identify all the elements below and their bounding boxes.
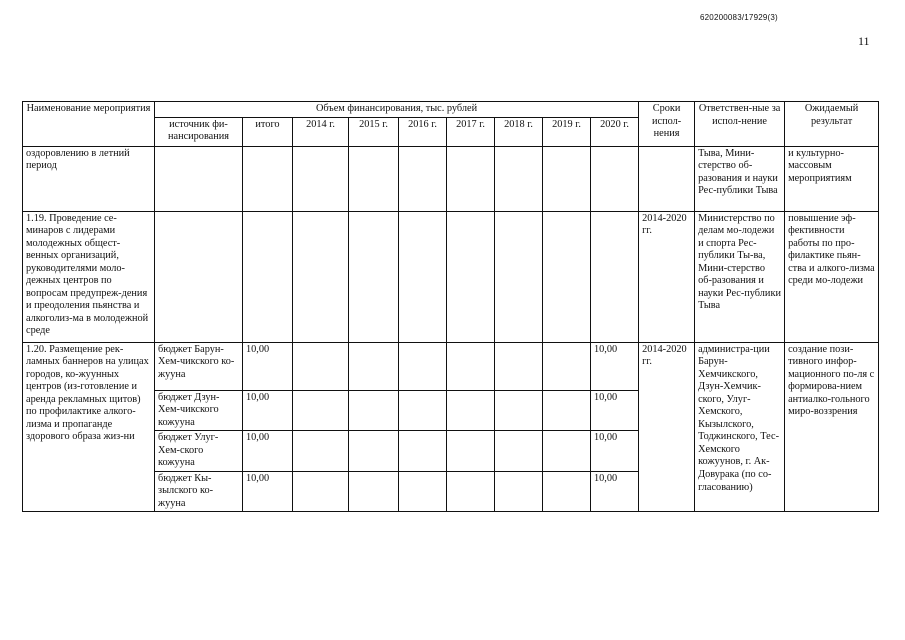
header-year-2017: 2017 г. — [447, 117, 495, 146]
header-deadline: Сроки испол-нения — [639, 102, 695, 147]
activity-deadline: 2014-2020 гг. — [639, 342, 695, 512]
funding-2020: 10,00 — [591, 431, 639, 472]
header-name: Наименование мероприятия — [23, 102, 155, 147]
header-year-2014: 2014 г. — [293, 117, 349, 146]
header-source: источник фи-нансирования — [155, 117, 243, 146]
header-total: итого — [243, 117, 293, 146]
funding-source: бюджет Барун-Хем-чикского ко-жууна — [155, 342, 243, 390]
activity-result: создание пози-тивного инфор-мационного по-ля с формирова-нием антиалко-гольного миро-воззрения — [785, 342, 879, 512]
activity-responsible: Министерство по делам мо-лодежи и спорта Рес-публики Ты-ва, Мини-стерство об-разования и науки Рес-публики Тыва — [695, 211, 785, 342]
activity-name: 1.20. Размещение рек-ламных баннеров на улицах городов, ко-жуунных центров (из-готовление и аренда рекламных щитов) по профилактике алкого-лизма и пропаганде здорового образа жиз-ни — [23, 342, 155, 512]
header-year-2018: 2018 г. — [495, 117, 543, 146]
header-year-2016: 2016 г. — [399, 117, 447, 146]
activity-name: 1.19. Проведение се-минаров с лидерами молодежных общест-венных организаций, руководителями моло-дежных центров по вопросам предупреж-дения и преодоления пьянства и алкоголиз-ма в молодежной среде — [23, 211, 155, 342]
funding-2020: 10,00 — [591, 390, 639, 431]
funding-total: 10,00 — [243, 431, 293, 472]
funding-source: бюджет Улуг-Хем-ского кожууна — [155, 431, 243, 472]
header-year-2019: 2019 г. — [543, 117, 591, 146]
funding-source: бюджет Кы-зылского ко-жууна — [155, 471, 243, 512]
page-number: 11 — [858, 34, 870, 48]
funding-total: 10,00 — [243, 342, 293, 390]
activity-result: повышение эф-фективности работы по про-филактике пьян-ства и алкого-лизма среди мо-лодежи — [785, 211, 879, 342]
funding-2020: 10,00 — [591, 342, 639, 390]
funding-2020: 10,00 — [591, 471, 639, 512]
header-responsible: Ответствен-ные за испол-нение — [695, 102, 785, 147]
header-year-2020: 2020 г. — [591, 117, 639, 146]
funding-total: 10,00 — [243, 471, 293, 512]
table-row — [23, 146, 879, 211]
table-row — [23, 342, 879, 390]
funding-source: бюджет Дзун-Хем-чикского кожууна — [155, 390, 243, 431]
activity-name: оздоровлению в летний период — [23, 146, 155, 211]
header-year-2015: 2015 г. — [349, 117, 399, 146]
funding-total: 10,00 — [243, 390, 293, 431]
activity-result: и культурно-массовым мероприятиям — [785, 146, 879, 211]
activity-deadline: 2014-2020 гг. — [639, 211, 695, 342]
activity-responsible: Тыва, Мини-стерство об-разования и науки Рес-публики Тыва — [695, 146, 785, 211]
table-row — [23, 211, 879, 342]
activity-responsible: администра-ции Барун-Хемчикского, Дзун-Хемчик-ского, Улуг-Хемского, Кызылского, Тоджинского, Тес-Хемского кожуунов, г. Ак-Довурака (по со-гласованию) — [695, 342, 785, 512]
activities-table — [22, 101, 879, 512]
header-row-1 — [23, 102, 879, 118]
header-result: Ожидаемый результат — [785, 102, 879, 147]
header-funding: Объем финансирования, тыс. рублей — [155, 102, 639, 118]
document-code: 620200083/17929(3) — [700, 13, 778, 22]
